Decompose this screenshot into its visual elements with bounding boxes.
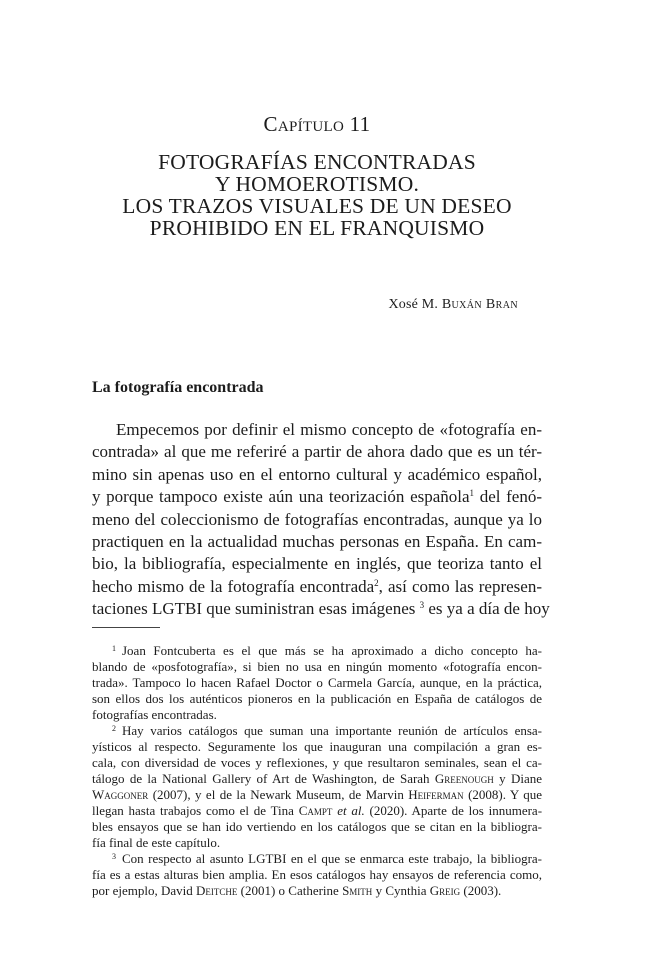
author-family-name: Buxán Bran (441, 297, 518, 312)
cited-author: Deitche (195, 883, 238, 898)
footnote-line (92, 643, 542, 659)
footnote-line (92, 803, 542, 819)
footnote-line (92, 787, 542, 803)
footnote-line: cala, con diversidad de voces y reflexiones, y que resultaron seminales, sean el ca- (92, 755, 542, 770)
footnote-line (92, 883, 542, 899)
footnote-text: Diane (510, 771, 543, 786)
footnote-number: 3 (112, 852, 116, 861)
footnote-italic: et al. (337, 803, 365, 818)
body-line (92, 576, 542, 598)
body-text-segment: taciones LGTBI que suministran esas imágenes (92, 599, 416, 619)
footnote-line (92, 851, 542, 867)
footnotes (92, 643, 542, 899)
footnote-text: por ejemplo, David (92, 883, 193, 898)
body-line: meno del coleccionismo de fotografías encontradas, aunque ya lo (92, 509, 542, 529)
body-text-segment: hecho mismo de la fotografía encontrada (92, 576, 375, 596)
author-given-name: Xosé M. (388, 297, 439, 312)
book-page (92, 0, 550, 964)
footnote-text: (2008). Y que (468, 787, 543, 802)
footnote-text: y Cynthia (375, 883, 427, 898)
chapter-title-line: PROHIBIDO EN EL FRANQUISMO (149, 216, 485, 240)
body-paragraph (92, 419, 550, 621)
chapter-title (92, 151, 542, 239)
chapter-title-line: Y HOMOEROTISMO. (214, 172, 420, 196)
footnote-text: (2007), y el de la Newark Museum, de Marvin (152, 787, 404, 802)
cited-author: Greig (429, 883, 461, 898)
footnote-text: Con respecto al asunto LGTBI en el que se enmarca este trabajo, la bibliogra- (122, 851, 542, 866)
footnote-ref: 2 (374, 577, 379, 588)
footnote-line: fotografías encontradas. (92, 707, 217, 722)
footnote-line: son ellos dos los auténticos pioneros en la publicación en España de catálogos de (92, 691, 542, 706)
footnote-ref: 3 (419, 600, 425, 611)
footnote-ref: 1 (469, 488, 475, 499)
section-heading: La fotografía encontrada (92, 379, 264, 396)
body-line: mino sin apenas uso en el entorno cultural y académico español, (92, 464, 542, 484)
body-line: practiquen en la actualidad muchas personas en España. En cam- (92, 532, 542, 552)
chapter-label: Capítulo 11 (263, 112, 371, 136)
footnote-number: 1 (112, 644, 116, 653)
footnote-text: (2020). Aparte de los innumera- (369, 803, 543, 818)
author-name (388, 297, 518, 313)
footnote-text: tálogo de la National Gallery of Art de Washington, de Sarah (92, 771, 430, 786)
chapter-title-line: FOTOGRAFÍAS ENCONTRADAS (158, 150, 476, 174)
cited-author: Heiferman (408, 787, 464, 802)
footnote-line: fía final de este capítulo. (92, 835, 221, 850)
footnote-text: (2003). (463, 883, 502, 898)
footnote-line: bles ensayos que se han ido vertiendo en los catálogos que se citan en la bibliogra- (92, 819, 542, 834)
body-text-segment: es ya a día de hoy (428, 599, 550, 619)
body-line: Empecemos por definir el mismo concepto de «fotografía en- (116, 420, 542, 439)
cited-author: Campt (298, 803, 333, 818)
footnote-line (92, 723, 542, 739)
body-line (92, 598, 550, 620)
footnote-line: fía es a estas alturas bien amplia. En esos catálogos hay ensayos de referencia como, (92, 867, 542, 882)
footnote-line: yísticos al respecto. Seguramente los que inauguran una compilación a gran es- (92, 739, 542, 754)
footnote-separator (92, 627, 160, 628)
body-line: bio, la bibliografía, especialmente en inglés, que teoriza tanto el (92, 554, 542, 574)
cited-author: Waggoner (92, 787, 149, 802)
body-line: contrada» al que me referiré a partir de ahora dado que es un tér- (92, 442, 542, 462)
footnote-text: Hay varios catálogos que suman una importante reunión de artículos ensa- (122, 723, 542, 738)
footnote-text: (2001) o Catherine (240, 883, 339, 898)
footnote-line (92, 771, 542, 787)
chapter-title-line: LOS TRAZOS VISUALES DE UN DESEO (122, 194, 512, 218)
footnote-line: blando de «posfotografía», si bien no usa en ningún momento «fotografía encon- (92, 659, 542, 674)
body-text-segment: y porque tampoco existe aún una teorización española (92, 487, 470, 507)
cited-author: Greenough (434, 771, 494, 786)
cited-author: Smith (342, 883, 373, 898)
body-text-segment: , así como las represen- (378, 576, 542, 596)
footnote-text: y (499, 771, 506, 786)
footnote-number: 2 (112, 724, 116, 733)
footnote-text: Joan Fontcuberta es el que más se ha aproximado a dicho concepto ha- (122, 643, 542, 658)
body-line (92, 486, 542, 508)
footnote-text: llegan hasta trabajos como el de Tina (92, 803, 294, 818)
body-text-segment: del fenó- (479, 487, 542, 507)
footnote-line: trada». Tampoco lo hacen Rafael Doctor o Carmela García, aunque, en la práctica, (92, 675, 542, 690)
